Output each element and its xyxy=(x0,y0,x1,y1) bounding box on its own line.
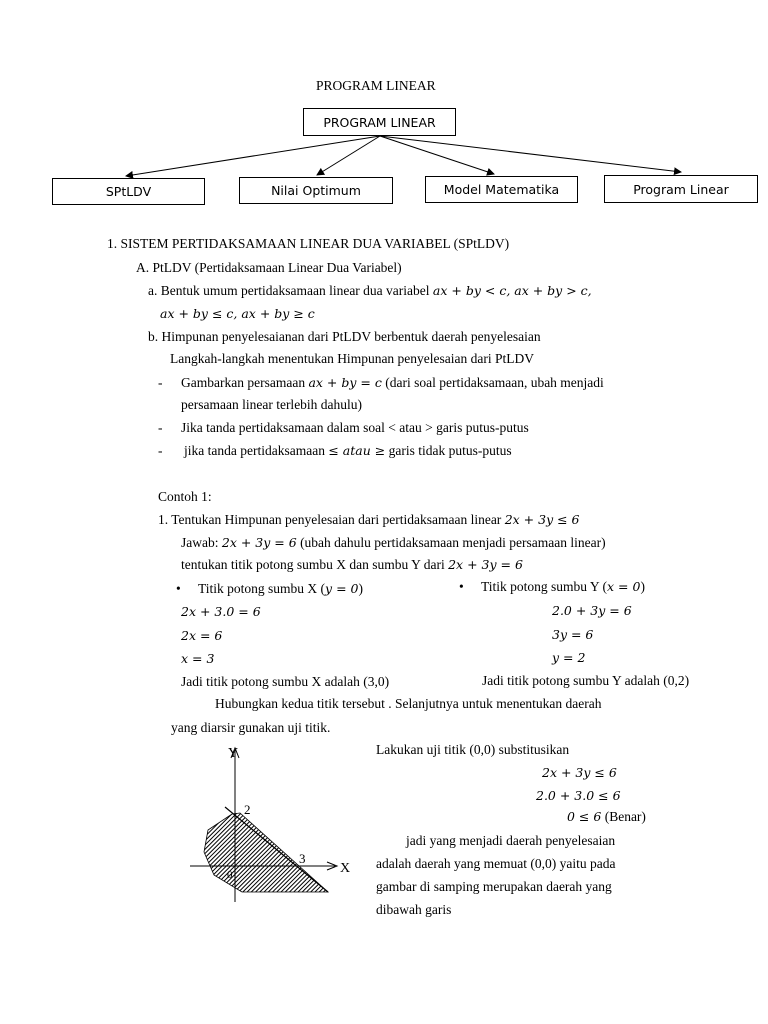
origin-label: 0 xyxy=(227,869,233,881)
diagram-box-sptldv: SPtLDV xyxy=(52,178,205,205)
item-b-sub: Langkah-langkah menentukan Himpunan penyelesaian dari PtLDV xyxy=(170,351,535,366)
x-intercept-result: Jadi titik potong sumbu X adalah (3,0) xyxy=(181,674,390,689)
item-a-math2: ax + by ≤ c, ax + by ≥ c xyxy=(160,306,315,321)
find-intercepts-text: tentukan titik potong sumbu X dan sumbu Y dari xyxy=(181,557,445,572)
x-head-math: y = 0 xyxy=(325,581,359,596)
x-head-close: ) xyxy=(358,581,363,596)
item-a-text: a. Bentuk umum pertidaksamaan linear dua variabel xyxy=(148,283,430,298)
conclusion-3: gambar di samping merupakan daerah yang xyxy=(376,879,612,894)
item-a-math1: ax + by < c, ax + by > c, xyxy=(432,283,592,298)
step-3-text: jika tanda pertidaksamaan xyxy=(184,443,325,458)
diagram-box-program-linear: Program Linear xyxy=(604,175,758,203)
test-line-1: 2x + 3y ≤ 6 xyxy=(542,765,617,780)
x-intercept-heading xyxy=(198,581,363,597)
y-intercept-heading xyxy=(481,579,645,595)
test-line-3 xyxy=(567,809,646,825)
connect-text-1: Hubungkan kedua titik tersebut . Selanjutnya untuk menentukan daerah xyxy=(215,696,602,711)
arrow-to-nilai-optimum xyxy=(317,136,380,175)
conclusion-1: jadi yang menjadi daerah penyelesaian xyxy=(406,833,616,848)
y-head-close: ) xyxy=(640,579,645,594)
step-1-text: Gambarkan persamaan xyxy=(181,375,306,390)
conclusion-2: adalah daerah yang memuat (0,0) yaitu pada xyxy=(376,856,616,871)
example-answer xyxy=(181,535,606,551)
y-head-math: x = 0 xyxy=(607,579,641,594)
y-step-1: 2.0 + 3y = 6 xyxy=(552,603,632,618)
example-question-math: 2x + 3y ≤ 6 xyxy=(504,512,580,527)
y-step-3: y = 2 xyxy=(552,650,586,665)
test-line-3-math: 0 ≤ 6 xyxy=(567,809,602,824)
x-head-text: Titik potong sumbu X ( xyxy=(198,581,326,596)
test-line-2: 2.0 + 3.0 ≤ 6 xyxy=(536,788,621,803)
test-point-intro: Lakukan uji titik (0,0) substitusikan xyxy=(376,742,570,757)
step-1-cont: persamaan linear terlebih dahulu) xyxy=(181,397,363,412)
example-label: Contoh 1: xyxy=(158,489,212,504)
find-intercepts-math: 2x + 3y = 6 xyxy=(448,557,523,572)
dash-1: - xyxy=(158,375,163,390)
arrow-to-program-linear xyxy=(380,136,681,172)
arrow-to-sptldv xyxy=(126,136,380,176)
connect-text-2: yang diarsir gunakan uji titik. xyxy=(171,720,331,735)
y-intercept-label: 2 xyxy=(244,802,251,817)
example-question xyxy=(158,512,580,528)
diagram-box-nilai-optimum: Nilai Optimum xyxy=(239,177,393,204)
diagram-box-model-matematika: Model Matematika xyxy=(425,176,578,203)
page-title: PROGRAM LINEAR xyxy=(316,78,436,93)
answer-note: (ubah dahulu pertidaksamaan menjadi persamaan linear) xyxy=(300,535,606,550)
step-2: Jika tanda pertidaksamaan dalam soal < atau > garis putus-putus xyxy=(181,420,529,435)
dash-2: - xyxy=(158,420,163,435)
y-head-text: Titik potong sumbu Y ( xyxy=(481,579,608,594)
bullet-x: • xyxy=(176,581,181,596)
step-1-math: ax + by = c xyxy=(308,375,382,390)
conclusion-4: dibawah garis xyxy=(376,902,452,917)
x-step-3: x = 3 xyxy=(181,651,215,666)
diagram-root-box: PROGRAM LINEAR xyxy=(303,108,456,136)
dash-3: - xyxy=(158,443,163,458)
step-3-text-post: garis tidak putus-putus xyxy=(388,443,512,458)
x-intercept-label: 3 xyxy=(299,851,306,866)
step-1 xyxy=(181,375,604,391)
answer-math: 2x + 3y = 6 xyxy=(221,535,297,550)
x-step-2: 2x = 6 xyxy=(181,628,223,643)
y-step-2: 3y = 6 xyxy=(552,627,594,642)
solution-graph xyxy=(180,742,380,902)
bullet-y: • xyxy=(459,579,464,594)
y-axis-label: Y xyxy=(228,746,239,761)
step-3 xyxy=(184,443,512,459)
arrow-to-model-matematika xyxy=(380,136,494,174)
item-a xyxy=(148,283,592,299)
test-result: (Benar) xyxy=(604,809,646,824)
sub-heading-a: A. PtLDV (Pertidaksamaan Linear Dua Variabel) xyxy=(136,260,402,275)
answer-label: Jawab: xyxy=(181,535,219,550)
step-1-text-post: (dari soal pertidaksamaan, ubah menjadi xyxy=(385,375,604,390)
step-3-math: ≤ atau ≥ xyxy=(328,443,386,458)
x-axis-label: X xyxy=(340,861,351,876)
shaded-solution-region xyxy=(204,813,328,892)
item-b: b. Himpunan penyelesaianan dari PtLDV berbentuk daerah penyelesaian xyxy=(148,329,541,344)
find-intercepts xyxy=(181,557,523,573)
example-question-text: 1. Tentukan Himpunan penyelesaian dari pertidaksamaan linear xyxy=(158,512,502,527)
y-intercept-result: Jadi titik potong sumbu Y adalah (0,2) xyxy=(482,673,690,688)
x-step-1: 2x + 3.0 = 6 xyxy=(181,604,261,619)
section-heading: 1. SISTEM PERTIDAKSAMAAN LINEAR DUA VARIABEL (SPtLDV) xyxy=(107,236,510,251)
